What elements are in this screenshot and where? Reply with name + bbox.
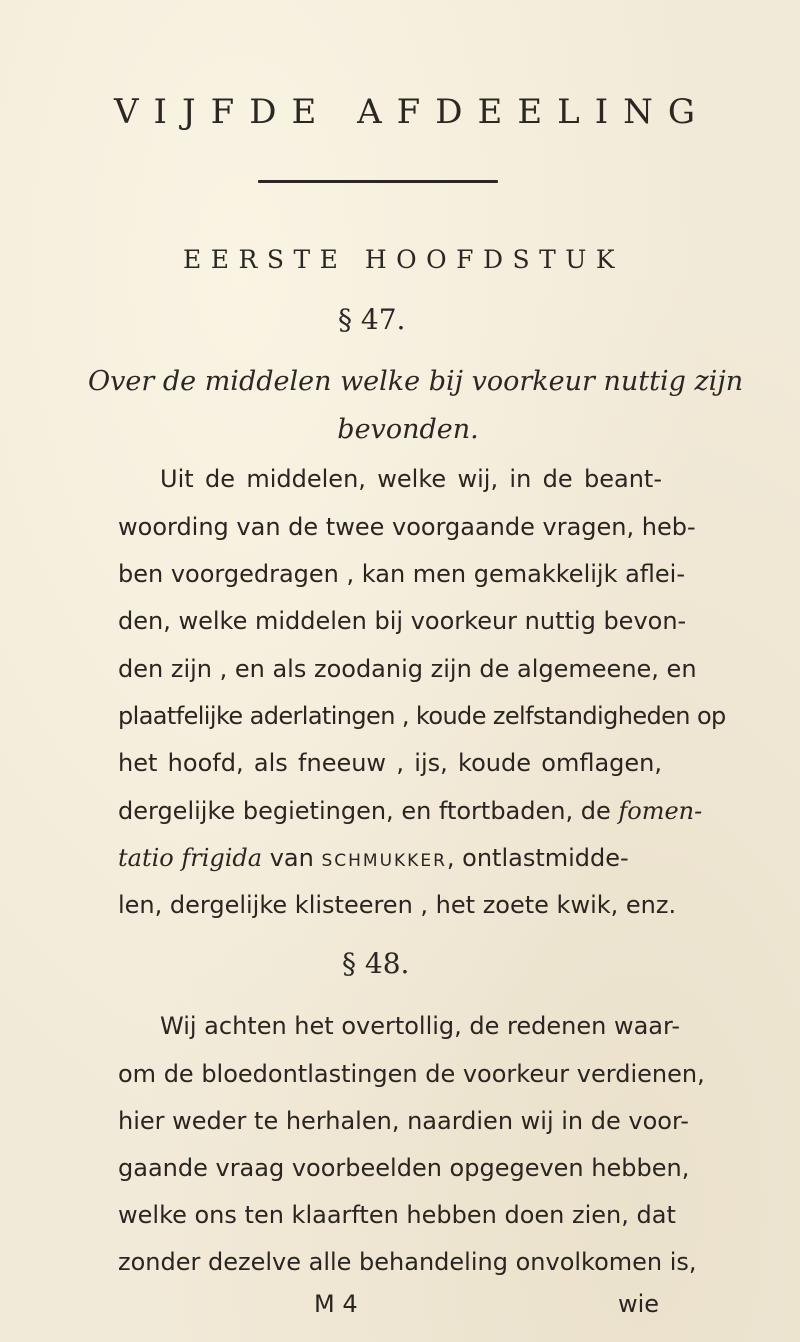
italic-term: fomen-	[618, 797, 703, 825]
paragraph-2-line: zonder dezelve alle behandeling onvolkomen is,	[118, 1248, 697, 1276]
paragraph-1-line: len, dergelijke klisteeren , het zoete kwik, enz.	[118, 891, 677, 919]
text-run: , ontlastmidde-	[446, 844, 629, 872]
paragraph-2-line: hier weder te herhalen, naardien wij in de voor-	[118, 1107, 689, 1135]
paragraph-2-line: Wij achten het overtollig, de redenen waar-	[160, 1012, 681, 1040]
signature-mark: M 4	[314, 1290, 358, 1318]
chapter-title: EERSTE HOOFDSTUK	[183, 245, 625, 274]
paragraph-1-line: Uit de middelen, welke wij, in de beant-	[160, 465, 662, 493]
paragraph-1-line: woording van de twee voorgaande vragen, heb-	[118, 513, 696, 541]
paragraph-1-line: het hoofd, als fneeuw , ijs, koude omflagen,	[118, 749, 662, 777]
paragraph-1-line	[118, 841, 662, 875]
paragraph-1-line: den, welke middelen bij voorkeur nuttig bevon-	[118, 607, 687, 635]
text-run: dergelijke begietingen, en ftortbaden, de	[118, 797, 619, 825]
section-number-47: § 47.	[338, 303, 406, 336]
heading-line-1: Over de middelen welke bij voorkeur nuttig zijn	[88, 366, 744, 397]
paragraph-2-line: om de bloedontlastingen de voorkeur verdienen,	[118, 1060, 705, 1088]
decorative-rule	[258, 180, 498, 183]
part-title: VIJFDE AFDEELING	[114, 92, 711, 132]
section-heading	[88, 358, 744, 454]
paragraph-2-line: gaande vraag voorbeelden opgegeven hebben,	[118, 1154, 690, 1182]
heading-line-2: bevonden.	[337, 414, 479, 445]
section-number-48: § 48.	[342, 947, 410, 980]
text-run: van	[262, 844, 322, 872]
paragraph-1-line: plaatfelijke aderlatingen , koude zelfstandigheden op	[118, 702, 726, 730]
catchword: wie	[618, 1290, 660, 1318]
author-name: schmukker	[321, 844, 447, 872]
paragraph-1-line: ben voorgedragen , kan men gemakkelijk aflei-	[118, 560, 686, 588]
paragraph-1-line	[118, 794, 703, 828]
paragraph-2-line: welke ons ten klaarften hebben doen zien, dat	[118, 1201, 676, 1229]
italic-term: tatio frigida	[118, 844, 263, 872]
paragraph-1-line: den zijn , en als zoodanig zijn de algemeene, en	[118, 655, 697, 683]
